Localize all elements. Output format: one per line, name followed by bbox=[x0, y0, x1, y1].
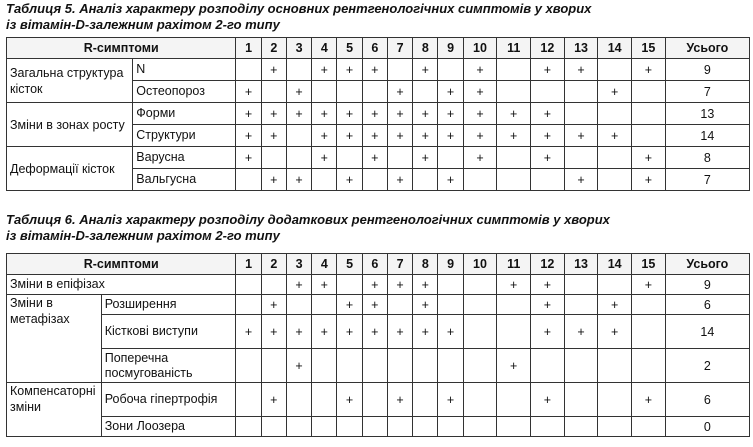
symptom-label: Структури bbox=[133, 125, 236, 147]
mark-cell bbox=[438, 147, 463, 169]
mark-cell: + bbox=[261, 383, 286, 417]
table-6-header-symptoms: R-симптоми bbox=[7, 254, 236, 275]
table-row bbox=[7, 103, 750, 125]
mark-cell: + bbox=[564, 169, 598, 191]
mark-cell: + bbox=[387, 275, 412, 295]
mark-cell bbox=[286, 59, 311, 81]
mark-cell bbox=[497, 383, 531, 417]
mark-cell bbox=[497, 59, 531, 81]
mark-cell bbox=[337, 417, 362, 437]
table-6-caption-line-2: із вітамін-D-залежним рахітом 2-го типу bbox=[6, 228, 280, 243]
mark-cell bbox=[236, 275, 261, 295]
mark-cell: + bbox=[387, 103, 412, 125]
mark-cell bbox=[413, 81, 438, 103]
table-6-header-patient-14: 14 bbox=[598, 254, 632, 275]
mark-cell bbox=[362, 81, 387, 103]
mark-cell: + bbox=[236, 103, 261, 125]
mark-cell bbox=[286, 147, 311, 169]
table-5-header-patient-5: 5 bbox=[337, 38, 362, 59]
mark-cell bbox=[337, 349, 362, 383]
mark-cell bbox=[312, 295, 337, 315]
mark-cell bbox=[497, 295, 531, 315]
total-cell: 8 bbox=[665, 147, 749, 169]
table-5-header-patient-12: 12 bbox=[531, 38, 565, 59]
mark-cell: + bbox=[531, 59, 565, 81]
mark-cell bbox=[463, 349, 497, 383]
mark-cell: + bbox=[438, 383, 463, 417]
mark-cell bbox=[564, 81, 598, 103]
mark-cell bbox=[598, 169, 632, 191]
mark-cell bbox=[413, 349, 438, 383]
mark-cell: + bbox=[362, 59, 387, 81]
mark-cell: + bbox=[632, 275, 666, 295]
group-label: Загальна структура кісток bbox=[7, 59, 133, 103]
mark-cell: + bbox=[312, 103, 337, 125]
total-cell: 14 bbox=[665, 125, 749, 147]
mark-cell bbox=[286, 295, 311, 315]
mark-cell: + bbox=[531, 275, 565, 295]
mark-cell: + bbox=[286, 103, 311, 125]
mark-cell: + bbox=[463, 103, 497, 125]
mark-cell: + bbox=[362, 125, 387, 147]
mark-cell bbox=[261, 147, 286, 169]
mark-cell bbox=[463, 383, 497, 417]
mark-cell: + bbox=[286, 169, 311, 191]
mark-cell: + bbox=[261, 59, 286, 81]
mark-cell bbox=[598, 147, 632, 169]
mark-cell: + bbox=[312, 59, 337, 81]
table-row bbox=[7, 417, 750, 437]
mark-cell bbox=[362, 349, 387, 383]
total-cell: 14 bbox=[665, 315, 749, 349]
mark-cell: + bbox=[312, 125, 337, 147]
mark-cell bbox=[438, 417, 463, 437]
mark-cell: + bbox=[598, 125, 632, 147]
mark-cell bbox=[286, 125, 311, 147]
mark-cell bbox=[312, 169, 337, 191]
mark-cell bbox=[236, 383, 261, 417]
mark-cell: + bbox=[564, 59, 598, 81]
table-6 bbox=[6, 253, 750, 437]
table-row bbox=[7, 147, 750, 169]
table-6-header-row bbox=[7, 254, 750, 275]
mark-cell: + bbox=[438, 81, 463, 103]
symptom-label: Поперечна посмугованість bbox=[101, 349, 236, 383]
mark-cell: + bbox=[337, 103, 362, 125]
mark-cell bbox=[413, 417, 438, 437]
mark-cell: + bbox=[497, 125, 531, 147]
table-6-header-patient-1: 1 bbox=[236, 254, 261, 275]
mark-cell bbox=[236, 169, 261, 191]
mark-cell bbox=[261, 349, 286, 383]
table-6-header-total: Усього bbox=[665, 254, 749, 275]
mark-cell bbox=[312, 81, 337, 103]
mark-cell bbox=[438, 275, 463, 295]
mark-cell bbox=[261, 417, 286, 437]
table-5-header-patient-8: 8 bbox=[413, 38, 438, 59]
mark-cell bbox=[497, 169, 531, 191]
mark-cell: + bbox=[337, 59, 362, 81]
mark-cell: + bbox=[463, 81, 497, 103]
table-6-header-patient-9: 9 bbox=[438, 254, 463, 275]
mark-cell bbox=[286, 417, 311, 437]
table-5-header-patient-15: 15 bbox=[632, 38, 666, 59]
table-row bbox=[7, 295, 750, 315]
mark-cell bbox=[531, 417, 565, 437]
mark-cell bbox=[236, 349, 261, 383]
mark-cell: + bbox=[312, 275, 337, 295]
mark-cell bbox=[598, 417, 632, 437]
mark-cell: + bbox=[337, 169, 362, 191]
total-cell: 9 bbox=[665, 59, 749, 81]
table-row bbox=[7, 349, 750, 383]
mark-cell: + bbox=[261, 295, 286, 315]
table-5-caption bbox=[6, 1, 591, 33]
mark-cell bbox=[312, 383, 337, 417]
table-6-header-patient-2: 2 bbox=[261, 254, 286, 275]
mark-cell bbox=[413, 169, 438, 191]
mark-cell bbox=[531, 81, 565, 103]
mark-cell: + bbox=[413, 125, 438, 147]
mark-cell: + bbox=[362, 295, 387, 315]
table-5-header-patient-11: 11 bbox=[497, 38, 531, 59]
mark-cell: + bbox=[531, 295, 565, 315]
mark-cell: + bbox=[337, 125, 362, 147]
table-5 bbox=[6, 37, 750, 191]
mark-cell: + bbox=[632, 59, 666, 81]
mark-cell: + bbox=[261, 169, 286, 191]
table-6-caption bbox=[6, 212, 610, 244]
table-6-header-patient-12: 12 bbox=[531, 254, 565, 275]
table-6-header-patient-3: 3 bbox=[286, 254, 311, 275]
table-5-caption-line-2: із вітамін-D-залежним рахітом 2-го типу bbox=[6, 17, 280, 32]
table-6-header-patient-11: 11 bbox=[497, 254, 531, 275]
mark-cell bbox=[438, 59, 463, 81]
mark-cell bbox=[497, 315, 531, 349]
symptom-label: Зони Лоозера bbox=[101, 417, 236, 437]
mark-cell bbox=[312, 349, 337, 383]
mark-cell: + bbox=[312, 147, 337, 169]
total-cell: 7 bbox=[665, 169, 749, 191]
mark-cell: + bbox=[531, 125, 565, 147]
mark-cell: + bbox=[236, 315, 261, 349]
mark-cell: + bbox=[387, 383, 412, 417]
mark-cell: + bbox=[236, 125, 261, 147]
mark-cell bbox=[598, 349, 632, 383]
mark-cell bbox=[632, 315, 666, 349]
mark-cell: + bbox=[413, 275, 438, 295]
table-6-body bbox=[7, 275, 750, 437]
table-5-header-patient-3: 3 bbox=[286, 38, 311, 59]
table-5-header-patient-7: 7 bbox=[387, 38, 412, 59]
mark-cell bbox=[632, 349, 666, 383]
table-5-body bbox=[7, 59, 750, 191]
mark-cell: + bbox=[531, 147, 565, 169]
mark-cell bbox=[463, 295, 497, 315]
mark-cell: + bbox=[236, 81, 261, 103]
mark-cell: + bbox=[236, 147, 261, 169]
symptom-label: Кісткові виступи bbox=[101, 315, 236, 349]
mark-cell: + bbox=[362, 147, 387, 169]
table-5-header-patient-10: 10 bbox=[463, 38, 497, 59]
total-cell: 6 bbox=[665, 383, 749, 417]
mark-cell: + bbox=[337, 295, 362, 315]
mark-cell bbox=[632, 81, 666, 103]
mark-cell: + bbox=[632, 383, 666, 417]
symptom-label: N bbox=[133, 59, 236, 81]
mark-cell bbox=[387, 349, 412, 383]
mark-cell bbox=[312, 417, 337, 437]
mark-cell: + bbox=[463, 59, 497, 81]
mark-cell bbox=[236, 295, 261, 315]
table-6-header-patient-5: 5 bbox=[337, 254, 362, 275]
mark-cell bbox=[564, 103, 598, 125]
mark-cell bbox=[463, 275, 497, 295]
mark-cell bbox=[463, 169, 497, 191]
mark-cell: + bbox=[531, 315, 565, 349]
mark-cell: + bbox=[337, 315, 362, 349]
mark-cell bbox=[236, 417, 261, 437]
mark-cell: + bbox=[362, 103, 387, 125]
mark-cell bbox=[438, 295, 463, 315]
mark-cell: + bbox=[531, 103, 565, 125]
table-5-header-patient-1: 1 bbox=[236, 38, 261, 59]
mark-cell bbox=[564, 147, 598, 169]
mark-cell: + bbox=[438, 103, 463, 125]
mark-cell bbox=[387, 147, 412, 169]
mark-cell bbox=[463, 315, 497, 349]
mark-cell bbox=[564, 275, 598, 295]
mark-cell: + bbox=[438, 315, 463, 349]
mark-cell bbox=[564, 349, 598, 383]
mark-cell: + bbox=[387, 169, 412, 191]
mark-cell: + bbox=[413, 315, 438, 349]
table-5-header-patient-2: 2 bbox=[261, 38, 286, 59]
mark-cell bbox=[497, 417, 531, 437]
mark-cell: + bbox=[387, 125, 412, 147]
group-label: Зміни в метафізах bbox=[7, 295, 102, 383]
table-5-caption-line-1: Таблиця 5. Аналіз характеру розподілу основних рентгенологічних симптомів у хворих bbox=[6, 1, 592, 16]
mark-cell: + bbox=[286, 315, 311, 349]
symptom-label: Вальгусна bbox=[133, 169, 236, 191]
mark-cell bbox=[598, 59, 632, 81]
table-6-header-patient-4: 4 bbox=[312, 254, 337, 275]
mark-cell: + bbox=[413, 295, 438, 315]
table-6-header-patient-15: 15 bbox=[632, 254, 666, 275]
symptom-label: Робоча гіпертрофія bbox=[101, 383, 236, 417]
table-6-header-patient-13: 13 bbox=[564, 254, 598, 275]
mark-cell: + bbox=[413, 59, 438, 81]
mark-cell bbox=[387, 59, 412, 81]
mark-cell: + bbox=[286, 275, 311, 295]
mark-cell: + bbox=[463, 147, 497, 169]
mark-cell bbox=[337, 147, 362, 169]
table-5-header-row bbox=[7, 38, 750, 59]
mark-cell: + bbox=[598, 315, 632, 349]
table-5-header-symptoms: R-симптоми bbox=[7, 38, 236, 59]
mark-cell bbox=[598, 275, 632, 295]
mark-cell bbox=[632, 417, 666, 437]
total-cell: 0 bbox=[665, 417, 749, 437]
table-6-caption-line-1: Таблиця 6. Аналіз характеру розподілу додаткових рентгенологічних симптомів у хворих bbox=[6, 212, 610, 227]
mark-cell: + bbox=[632, 147, 666, 169]
mark-cell: + bbox=[598, 81, 632, 103]
mark-cell: + bbox=[312, 315, 337, 349]
group-label: Деформації кісток bbox=[7, 147, 133, 191]
group-label: Зміни в зонах росту bbox=[7, 103, 133, 147]
mark-cell bbox=[497, 81, 531, 103]
mark-cell bbox=[497, 147, 531, 169]
table-6-header-patient-6: 6 bbox=[362, 254, 387, 275]
mark-cell: + bbox=[463, 125, 497, 147]
symptom-label: Зміни в епіфізах bbox=[7, 275, 236, 295]
mark-cell: + bbox=[362, 275, 387, 295]
total-cell: 9 bbox=[665, 275, 749, 295]
table-row bbox=[7, 275, 750, 295]
mark-cell bbox=[438, 349, 463, 383]
total-cell: 6 bbox=[665, 295, 749, 315]
total-cell: 13 bbox=[665, 103, 749, 125]
total-cell: 2 bbox=[665, 349, 749, 383]
mark-cell bbox=[632, 103, 666, 125]
table-6-header-patient-8: 8 bbox=[413, 254, 438, 275]
table-5-header-patient-13: 13 bbox=[564, 38, 598, 59]
mark-cell bbox=[337, 275, 362, 295]
mark-cell: + bbox=[286, 349, 311, 383]
mark-cell: + bbox=[632, 169, 666, 191]
mark-cell bbox=[564, 417, 598, 437]
table-row bbox=[7, 383, 750, 417]
mark-cell bbox=[463, 417, 497, 437]
mark-cell bbox=[387, 295, 412, 315]
mark-cell: + bbox=[261, 103, 286, 125]
mark-cell bbox=[413, 383, 438, 417]
mark-cell bbox=[362, 383, 387, 417]
mark-cell bbox=[632, 125, 666, 147]
mark-cell: + bbox=[564, 125, 598, 147]
mark-cell bbox=[362, 417, 387, 437]
mark-cell bbox=[564, 295, 598, 315]
table-row bbox=[7, 315, 750, 349]
mark-cell: + bbox=[497, 103, 531, 125]
mark-cell bbox=[286, 383, 311, 417]
table-6-header-patient-10: 10 bbox=[463, 254, 497, 275]
table-5-header-patient-9: 9 bbox=[438, 38, 463, 59]
group-label: Компенсаторні зміни bbox=[7, 383, 102, 437]
mark-cell: + bbox=[438, 169, 463, 191]
mark-cell: + bbox=[438, 125, 463, 147]
mark-cell bbox=[337, 81, 362, 103]
table-row bbox=[7, 59, 750, 81]
total-cell: 7 bbox=[665, 81, 749, 103]
mark-cell bbox=[632, 295, 666, 315]
mark-cell bbox=[531, 349, 565, 383]
mark-cell: + bbox=[531, 383, 565, 417]
mark-cell bbox=[387, 417, 412, 437]
mark-cell: + bbox=[261, 125, 286, 147]
table-5-header-patient-14: 14 bbox=[598, 38, 632, 59]
mark-cell: + bbox=[497, 275, 531, 295]
table-5-header-patient-4: 4 bbox=[312, 38, 337, 59]
mark-cell: + bbox=[413, 103, 438, 125]
mark-cell: + bbox=[286, 81, 311, 103]
mark-cell bbox=[531, 169, 565, 191]
mark-cell: + bbox=[337, 383, 362, 417]
table-6-header-patient-7: 7 bbox=[387, 254, 412, 275]
mark-cell: + bbox=[497, 349, 531, 383]
mark-cell: + bbox=[598, 295, 632, 315]
mark-cell bbox=[362, 169, 387, 191]
mark-cell: + bbox=[387, 315, 412, 349]
table-5-header-patient-6: 6 bbox=[362, 38, 387, 59]
symptom-label: Форми bbox=[133, 103, 236, 125]
mark-cell bbox=[261, 275, 286, 295]
mark-cell bbox=[564, 383, 598, 417]
mark-cell: + bbox=[564, 315, 598, 349]
symptom-label: Варусна bbox=[133, 147, 236, 169]
mark-cell: + bbox=[387, 81, 412, 103]
mark-cell bbox=[261, 81, 286, 103]
mark-cell bbox=[598, 383, 632, 417]
mark-cell: + bbox=[261, 315, 286, 349]
mark-cell bbox=[598, 103, 632, 125]
table-5-header-total: Усього bbox=[665, 38, 749, 59]
mark-cell bbox=[236, 59, 261, 81]
mark-cell: + bbox=[362, 315, 387, 349]
symptom-label: Розширення bbox=[101, 295, 236, 315]
symptom-label: Остеопороз bbox=[133, 81, 236, 103]
mark-cell: + bbox=[413, 147, 438, 169]
